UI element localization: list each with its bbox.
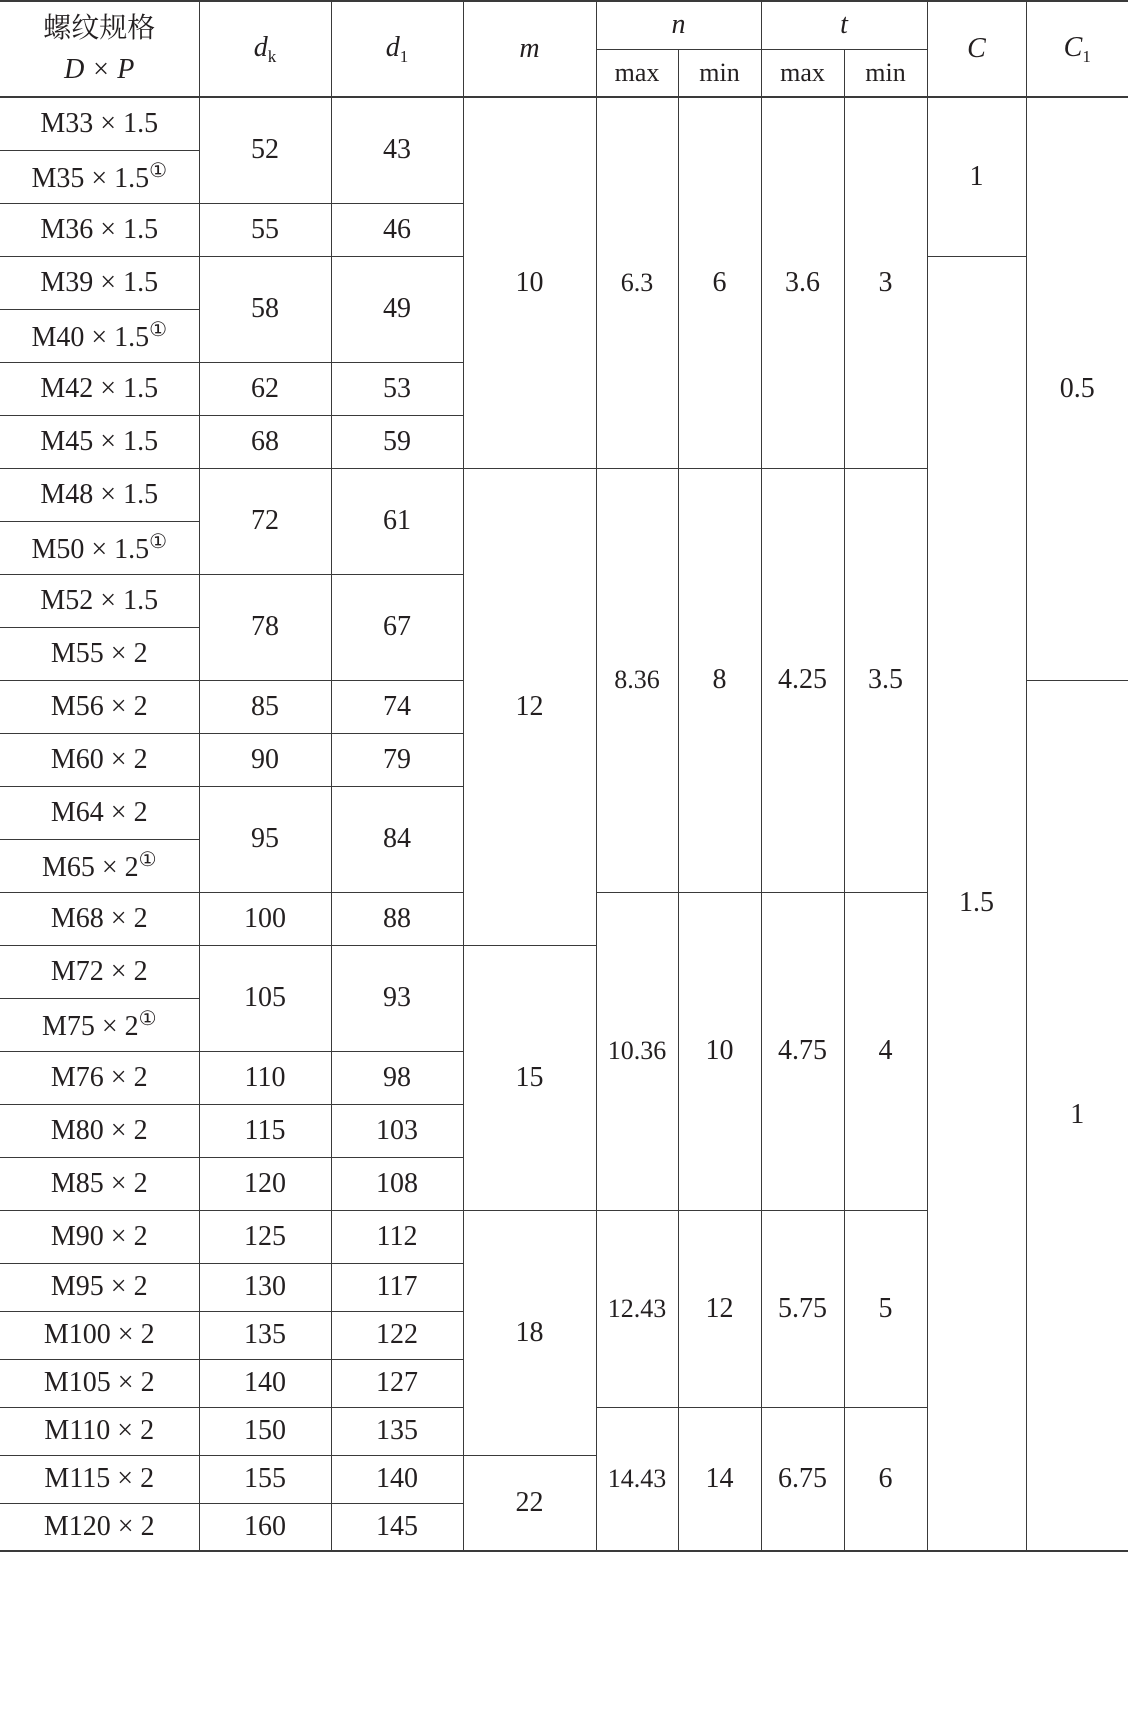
t-min-cell: 6 bbox=[844, 1407, 927, 1551]
dk-cell: 150 bbox=[199, 1407, 331, 1455]
thread-spec-value: M40 × 1.5 bbox=[31, 321, 150, 353]
dk-cell: 58 bbox=[199, 256, 331, 362]
thread-spec-value: M90 × 2 bbox=[50, 1220, 148, 1252]
thread-spec-cell bbox=[0, 574, 199, 627]
thread-spec-cell bbox=[0, 627, 199, 680]
header-d1-subscript: 1 bbox=[399, 46, 409, 66]
dk-cell: 135 bbox=[199, 1311, 331, 1359]
n-max-cell: 10.36 bbox=[596, 892, 678, 1210]
c-cell: 1.5 bbox=[927, 256, 1026, 1551]
header-m: m bbox=[463, 1, 596, 97]
thread-spec-value: M105 × 2 bbox=[43, 1367, 155, 1398]
thread-spec-value: M52 × 1.5 bbox=[40, 584, 159, 616]
dk-cell: 90 bbox=[199, 733, 331, 786]
thread-spec-cell bbox=[0, 1311, 199, 1359]
header-dk bbox=[199, 1, 331, 97]
d1-cell: 61 bbox=[331, 468, 463, 574]
d1-cell: 135 bbox=[331, 1407, 463, 1455]
d1-cell: 117 bbox=[331, 1263, 463, 1311]
header-n-min: min bbox=[678, 49, 761, 97]
d1-cell: 84 bbox=[331, 786, 463, 892]
thread-spec-cell bbox=[0, 892, 199, 945]
dk-cell: 68 bbox=[199, 415, 331, 468]
thread-spec-cell bbox=[0, 1210, 199, 1263]
thread-spec-value: M36 × 1.5 bbox=[40, 213, 159, 245]
thread-spec-value: M95 × 2 bbox=[50, 1271, 148, 1302]
dk-cell: 95 bbox=[199, 786, 331, 892]
d1-cell: 88 bbox=[331, 892, 463, 945]
header-thread-spec bbox=[0, 1, 199, 97]
thread-spec-cell bbox=[0, 1407, 199, 1455]
c1-cell: 1 bbox=[1026, 680, 1128, 1551]
thread-spec-cell bbox=[0, 680, 199, 733]
d1-cell: 140 bbox=[331, 1455, 463, 1503]
n-min-cell: 12 bbox=[678, 1210, 761, 1407]
thread-spec-value: M39 × 1.5 bbox=[40, 266, 159, 298]
dk-cell: 78 bbox=[199, 574, 331, 680]
footnote-mark: ① bbox=[149, 530, 168, 553]
d1-cell: 59 bbox=[331, 415, 463, 468]
d1-cell: 112 bbox=[331, 1210, 463, 1263]
thread-spec-value: M56 × 2 bbox=[50, 690, 148, 722]
thread-spec-cell bbox=[0, 1104, 199, 1157]
header-n-max: max bbox=[596, 49, 678, 97]
header-d1-symbol: d bbox=[385, 31, 400, 63]
thread-spec-value: M55 × 2 bbox=[50, 637, 148, 669]
thread-spec-cell bbox=[0, 97, 199, 150]
header-d1 bbox=[331, 1, 463, 97]
header-c: C bbox=[927, 1, 1026, 97]
dk-cell: 110 bbox=[199, 1051, 331, 1104]
thread-spec-value: M64 × 2 bbox=[50, 796, 148, 828]
thread-spec-value: M45 × 1.5 bbox=[40, 425, 159, 457]
header-t-min: min bbox=[844, 49, 927, 97]
thread-spec-cell bbox=[0, 786, 199, 839]
thread-spec-value: M33 × 1.5 bbox=[40, 107, 159, 139]
header-dk-subscript: k bbox=[267, 46, 277, 66]
n-min-cell: 10 bbox=[678, 892, 761, 1210]
t-max-cell: 4.25 bbox=[761, 468, 844, 892]
dk-cell: 140 bbox=[199, 1359, 331, 1407]
dk-cell: 155 bbox=[199, 1455, 331, 1503]
header-thread-spec-cn: 螺纹规格 bbox=[43, 11, 156, 44]
thread-spec-value: M68 × 2 bbox=[50, 902, 148, 934]
d1-cell: 74 bbox=[331, 680, 463, 733]
n-min-cell: 14 bbox=[678, 1407, 761, 1551]
thread-spec-value: M120 × 2 bbox=[43, 1510, 155, 1542]
thread-spec-cell bbox=[0, 1263, 199, 1311]
footnote-mark: ① bbox=[149, 318, 168, 341]
header-t: t bbox=[761, 1, 927, 49]
dk-cell: 52 bbox=[199, 97, 331, 203]
thread-spec-cell bbox=[0, 203, 199, 256]
d1-cell: 49 bbox=[331, 256, 463, 362]
table-row bbox=[0, 97, 1128, 150]
header-t-max: max bbox=[761, 49, 844, 97]
t-min-cell: 3 bbox=[844, 97, 927, 468]
thread-spec-value: M115 × 2 bbox=[44, 1463, 155, 1494]
thread-spec-value: M65 × 2 bbox=[41, 851, 139, 883]
thread-spec-value: M85 × 2 bbox=[50, 1167, 148, 1199]
thread-spec-cell bbox=[0, 733, 199, 786]
header-dk-symbol: d bbox=[253, 31, 268, 63]
header-c1-subscript: 1 bbox=[1082, 46, 1091, 66]
d1-cell: 53 bbox=[331, 362, 463, 415]
thread-spec-value: M100 × 2 bbox=[43, 1319, 155, 1350]
d1-cell: 79 bbox=[331, 733, 463, 786]
d1-cell: 145 bbox=[331, 1503, 463, 1551]
c-cell: 1 bbox=[927, 97, 1026, 256]
dk-cell: 130 bbox=[199, 1263, 331, 1311]
thread-spec-cell bbox=[0, 362, 199, 415]
t-max-cell: 4.75 bbox=[761, 892, 844, 1210]
header-n: n bbox=[596, 1, 761, 49]
thread-spec-value: M80 × 2 bbox=[50, 1114, 148, 1146]
header-c1 bbox=[1026, 1, 1128, 97]
n-min-cell: 8 bbox=[678, 468, 761, 892]
thread-spec-cell bbox=[0, 1051, 199, 1104]
dk-cell: 62 bbox=[199, 362, 331, 415]
c1-cell: 0.5 bbox=[1026, 97, 1128, 680]
t-max-cell: 5.75 bbox=[761, 1210, 844, 1407]
thread-spec-cell bbox=[0, 150, 199, 203]
t-min-cell: 3.5 bbox=[844, 468, 927, 892]
thread-spec-value: M48 × 1.5 bbox=[40, 478, 159, 510]
d1-cell: 67 bbox=[331, 574, 463, 680]
thread-spec-cell bbox=[0, 945, 199, 998]
thread-spec-cell bbox=[0, 521, 199, 574]
t-max-cell: 3.6 bbox=[761, 97, 844, 468]
thread-spec-value: M60 × 2 bbox=[50, 743, 148, 775]
t-min-cell: 5 bbox=[844, 1210, 927, 1407]
dk-cell: 85 bbox=[199, 680, 331, 733]
thread-spec-cell bbox=[0, 839, 199, 892]
thread-spec-cell bbox=[0, 468, 199, 521]
d1-cell: 127 bbox=[331, 1359, 463, 1407]
thread-spec-cell bbox=[0, 309, 199, 362]
n-max-cell: 8.36 bbox=[596, 468, 678, 892]
header-thread-spec-symbol: D × P bbox=[64, 54, 135, 85]
m-cell: 12 bbox=[463, 468, 596, 945]
footnote-mark: ① bbox=[138, 848, 157, 871]
thread-spec-cell bbox=[0, 256, 199, 309]
m-cell: 10 bbox=[463, 97, 596, 468]
m-cell: 15 bbox=[463, 945, 596, 1210]
m-cell: 22 bbox=[463, 1455, 596, 1551]
thread-spec-cell bbox=[0, 415, 199, 468]
d1-cell: 103 bbox=[331, 1104, 463, 1157]
dk-cell: 125 bbox=[199, 1210, 331, 1263]
thread-spec-cell bbox=[0, 998, 199, 1051]
footnote-mark: ① bbox=[149, 159, 168, 182]
d1-cell: 122 bbox=[331, 1311, 463, 1359]
d1-cell: 46 bbox=[331, 203, 463, 256]
n-min-cell: 6 bbox=[678, 97, 761, 468]
footnote-mark: ① bbox=[138, 1007, 157, 1030]
dk-cell: 105 bbox=[199, 945, 331, 1051]
n-max-cell: 12.43 bbox=[596, 1210, 678, 1407]
thread-spec-value: M110 × 2 bbox=[44, 1415, 155, 1446]
thread-spec-value: M72 × 2 bbox=[50, 955, 148, 987]
thread-spec-value: M75 × 2 bbox=[41, 1010, 139, 1042]
thread-spec-cell bbox=[0, 1157, 199, 1210]
dk-cell: 115 bbox=[199, 1104, 331, 1157]
d1-cell: 98 bbox=[331, 1051, 463, 1104]
dk-cell: 120 bbox=[199, 1157, 331, 1210]
thread-spec-cell bbox=[0, 1503, 199, 1551]
dk-cell: 72 bbox=[199, 468, 331, 574]
dk-cell: 160 bbox=[199, 1503, 331, 1551]
thread-spec-value: M35 × 1.5 bbox=[31, 162, 150, 194]
t-max-cell: 6.75 bbox=[761, 1407, 844, 1551]
thread-spec-cell bbox=[0, 1359, 199, 1407]
thread-spec-value: M50 × 1.5 bbox=[31, 533, 150, 565]
header-c1-symbol: C bbox=[1063, 31, 1083, 63]
d1-cell: 108 bbox=[331, 1157, 463, 1210]
n-max-cell: 14.43 bbox=[596, 1407, 678, 1551]
m-cell: 18 bbox=[463, 1210, 596, 1455]
n-max-cell: 6.3 bbox=[596, 97, 678, 468]
dk-cell: 55 bbox=[199, 203, 331, 256]
d1-cell: 93 bbox=[331, 945, 463, 1051]
thread-spec-cell bbox=[0, 1455, 199, 1503]
dk-cell: 100 bbox=[199, 892, 331, 945]
thread-spec-value: M76 × 2 bbox=[50, 1061, 148, 1093]
thread-spec-value: M42 × 1.5 bbox=[40, 372, 159, 404]
table-body bbox=[0, 97, 1128, 1551]
d1-cell: 43 bbox=[331, 97, 463, 203]
t-min-cell: 4 bbox=[844, 892, 927, 1210]
